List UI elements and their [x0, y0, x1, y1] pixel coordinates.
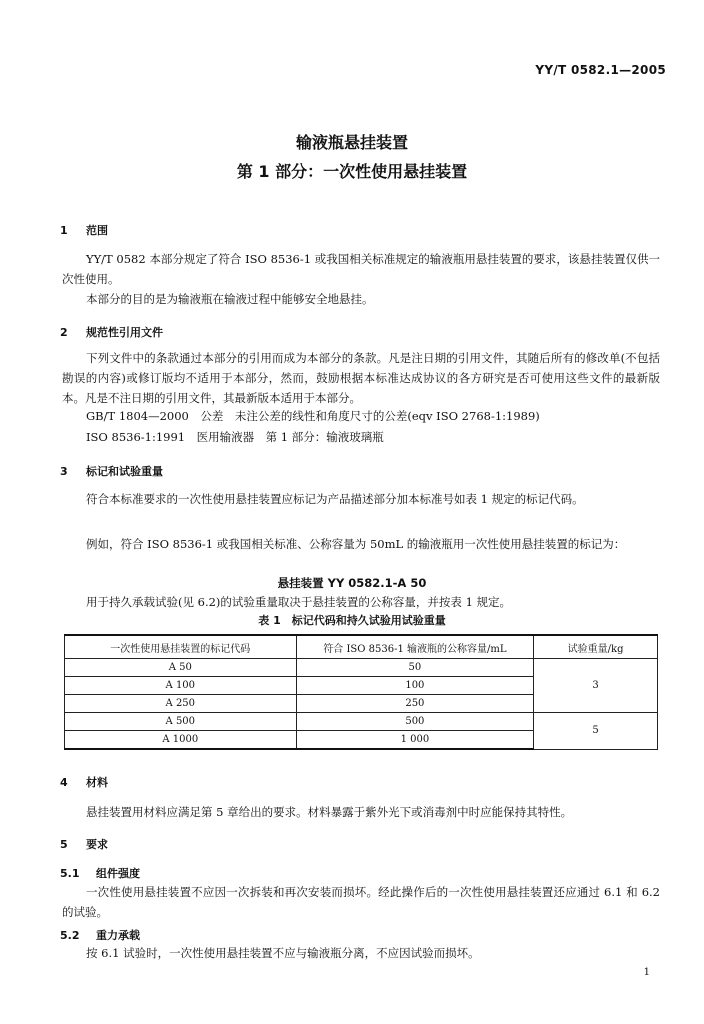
column-header-volume: 符合 ISO 8536-1 输液瓶的公称容量/mL — [296, 635, 534, 659]
section-title: 标记和试验重量 — [86, 465, 163, 478]
marking-example: 悬挂装置 YY 0582.1-A 50 — [277, 576, 427, 590]
weight-cell: 5 — [534, 713, 658, 750]
section-2-heading — [60, 324, 163, 340]
section-4-heading — [60, 774, 108, 790]
table-1-caption: 表 1 标记代码和持久试验用试验重量 — [258, 614, 446, 627]
marking-code-cell: A 50 — [65, 659, 297, 677]
table-1 — [64, 634, 658, 750]
document-title: 输液瓶悬挂装置 — [295, 133, 408, 152]
volume-cell: 500 — [296, 713, 534, 731]
table-header-row — [65, 635, 658, 659]
section-number: 2 — [60, 326, 68, 339]
volume-cell: 50 — [296, 659, 534, 677]
section-1-paragraph-1: YY/T 0582 本部分规定了符合 ISO 8536-1 或我国相关标准规定的输液瓶用悬挂装置的要求，该悬挂装置仅供一次性使用。 — [62, 252, 660, 286]
document-subtitle: 第 1 部分：一次性使用悬挂装置 — [236, 162, 468, 181]
marking-code-cell: A 1000 — [65, 731, 297, 750]
subsection-5-1-text: 一次性使用悬挂装置不应因一次拆装和再次安装而损坏。经此操作后的一次性使用悬挂装置还应通过 6.1 和 6.2 的试验。 — [62, 885, 660, 919]
column-header-code: 一次性使用悬挂装置的标记代码 — [65, 635, 297, 659]
table-row — [65, 659, 658, 677]
subsection-number: 5.2 — [60, 929, 80, 942]
section-title: 范围 — [86, 224, 108, 237]
marking-code-cell: A 500 — [65, 713, 297, 731]
section-4-paragraph-1: 悬挂装置用材料应满足第 5 章给出的要求。材料暴露于紫外光下或消毒剂中时应能保持其特性。 — [86, 805, 573, 819]
subsection-5-1-heading — [60, 865, 140, 881]
section-3-heading — [60, 463, 163, 479]
subsection-5-2-heading — [60, 927, 140, 943]
section-title: 规范性引用文件 — [86, 326, 163, 339]
section-3-paragraph-2: 例如，符合 ISO 8536-1 或我国相关标准、公称容量为 50mL 的输液瓶用一次性使用悬挂装置的标记为： — [86, 537, 626, 551]
marking-code-cell: A 100 — [65, 677, 297, 695]
weight-cell: 3 — [534, 659, 658, 713]
section-3-paragraph-3: 用于持久承载试验(见 6.2)的试验重量取决于悬挂装置的公称容量，并按表 1 规定。 — [86, 595, 512, 609]
section-1-heading — [60, 222, 108, 238]
column-header-weight: 试验重量/kg — [534, 635, 658, 659]
section-3-paragraph-1: 符合本标准要求的一次性使用悬挂装置应标记为产品描述部分加本标准号如表 1 规定的标记代码。 — [86, 492, 584, 506]
subsection-5-2-text: 按 6.1 试验时，一次性使用悬挂装置不应与输液瓶分离，不应因试验而损坏。 — [86, 946, 480, 960]
section-title: 材料 — [86, 776, 108, 789]
volume-cell: 100 — [296, 677, 534, 695]
section-5-heading — [60, 836, 108, 852]
page-number: 1 — [643, 967, 650, 978]
section-2-paragraph-1: 下列文件中的条款通过本部分的引用而成为本部分的条款。凡是注日期的引用文件，其随后所有的修改单(不包括勘误的内容)或修订版均不适用于本部分，然而，鼓励根据本标准达成协议的各方研究是否可使用这些文件的最新版本。凡是不注日期的引用文件，其最新版本适用于本部分。 — [62, 351, 660, 405]
table-row — [65, 713, 658, 731]
normative-reference-2: ISO 8536-1:1991 医用输液器 第 1 部分：输液玻璃瓶 — [86, 430, 384, 444]
section-number: 1 — [60, 224, 68, 237]
section-number: 5 — [60, 838, 68, 851]
volume-cell: 1 000 — [296, 731, 534, 750]
normative-reference-1: GB/T 1804—2000 公差 未注公差的线性和角度尺寸的公差(eqv ISO 2768-1:1989) — [86, 409, 540, 423]
subsection-title: 重力承载 — [96, 929, 140, 942]
section-title: 要求 — [86, 838, 108, 851]
section-1-paragraph-2: 本部分的目的是为输液瓶在输液过程中能够安全地悬挂。 — [86, 292, 374, 306]
section-number: 4 — [60, 776, 68, 789]
subsection-number: 5.1 — [60, 867, 80, 880]
subsection-title: 组件强度 — [96, 867, 140, 880]
volume-cell: 250 — [296, 695, 534, 713]
section-number: 3 — [60, 465, 68, 478]
marking-code-cell: A 250 — [65, 695, 297, 713]
standard-code: YY/T 0582.1—2005 — [535, 63, 666, 77]
